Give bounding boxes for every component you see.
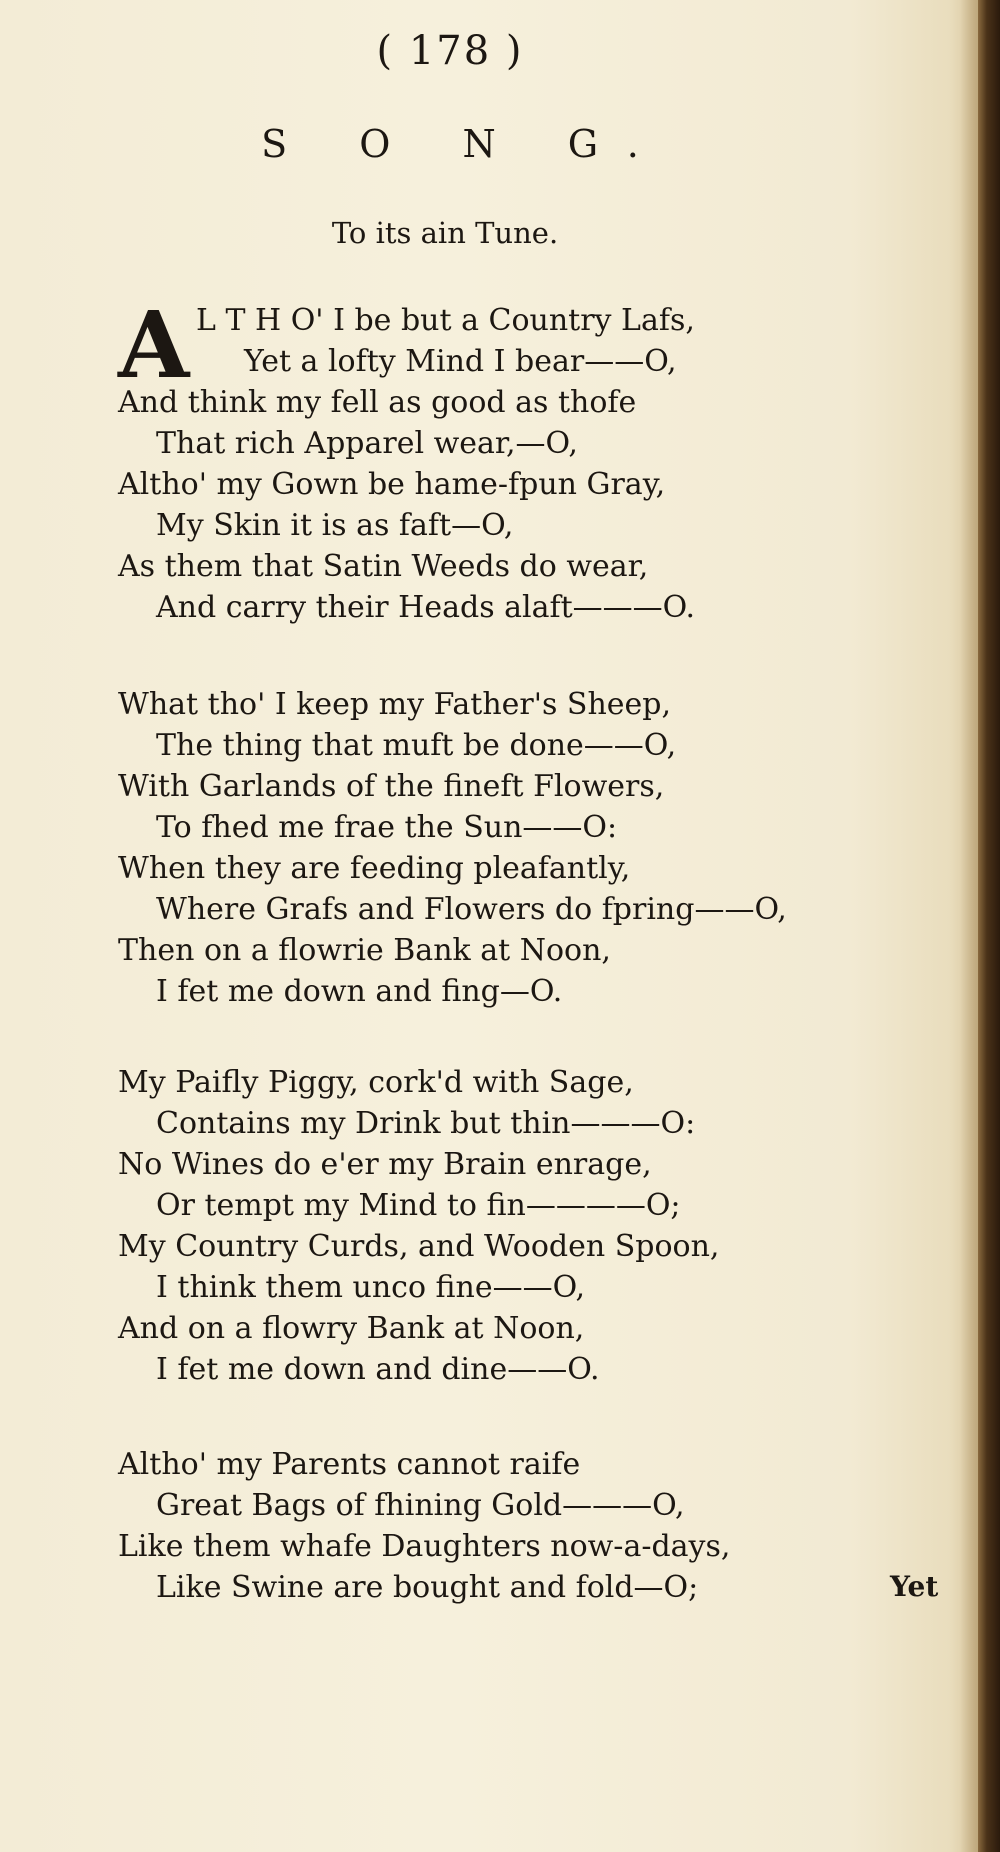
book-spine-edge bbox=[978, 0, 1000, 1852]
verse-line: And carry their Heads alaft———O. bbox=[156, 590, 696, 625]
stanza-3 bbox=[118, 1062, 858, 1390]
verse-line: What tho' I keep my Father's Sheep, bbox=[118, 687, 672, 722]
verse-line: Like Swine are bought and fold—O; bbox=[156, 1570, 699, 1605]
stanza-4 bbox=[118, 1444, 858, 1608]
verse-line: Altho' my Parents cannot raife bbox=[118, 1447, 581, 1482]
verse-line: The thing that muft be done——O, bbox=[156, 728, 677, 763]
tune-subtitle: To its ain Tune. bbox=[331, 216, 559, 250]
stanza-1-rest bbox=[118, 382, 858, 628]
verse-line: As them that Satin Weeds do wear, bbox=[118, 549, 649, 584]
verse-line: Where Grafs and Flowers do fpring——O, bbox=[156, 892, 787, 927]
verse-line: I fet me down and fing—O. bbox=[156, 974, 563, 1009]
verse-line: My Paifly Piggy, cork'd with Sage, bbox=[118, 1065, 634, 1100]
song-title: S O N G. bbox=[261, 122, 669, 166]
drop-cap: A bbox=[118, 291, 190, 399]
verse-line: When they are feeding pleafantly, bbox=[118, 851, 631, 886]
verse-line: And on a flowry Bank at Noon, bbox=[118, 1311, 585, 1346]
verse-line: With Garlands of the fineft Flowers, bbox=[118, 769, 665, 804]
verse-line: Yet a lofty Mind I bear——O, bbox=[244, 344, 677, 379]
verse-line: My Skin it is as faft—O, bbox=[156, 508, 514, 543]
verse-line: My Country Curds, and Wooden Spoon, bbox=[118, 1229, 720, 1264]
verse-line: That rich Apparel wear,—O, bbox=[156, 426, 578, 461]
catchword: Yet bbox=[890, 1570, 939, 1603]
verse-line: Great Bags of fhining Gold———O, bbox=[156, 1488, 685, 1523]
verse-line: I think them unco fine——O, bbox=[156, 1270, 586, 1305]
verse-line: No Wines do e'er my Brain enrage, bbox=[118, 1147, 652, 1182]
verse-line: Or tempt my Mind to fin————O; bbox=[156, 1188, 681, 1223]
page-gutter-shadow bbox=[960, 0, 978, 1852]
verse-line: Contains my Drink but thin———O: bbox=[156, 1106, 696, 1141]
verse-line: I fet me down and dine——O. bbox=[156, 1352, 600, 1387]
verse-line: Altho' my Gown be hame-fpun Gray, bbox=[118, 467, 666, 502]
verse-line: And think my fell as good as thofe bbox=[118, 385, 637, 420]
page-number: ( 178 ) bbox=[376, 28, 524, 74]
verse-line: Then on a flowrie Bank at Noon, bbox=[118, 933, 611, 968]
verse-line: Like them whafe Daughters now-a-days, bbox=[118, 1529, 731, 1564]
verse-line: L T H O' I be but a Country Lafs, bbox=[196, 303, 695, 338]
stanza-2 bbox=[118, 684, 858, 1012]
verse-line: To fhed me frae the Sun——O: bbox=[156, 810, 618, 845]
